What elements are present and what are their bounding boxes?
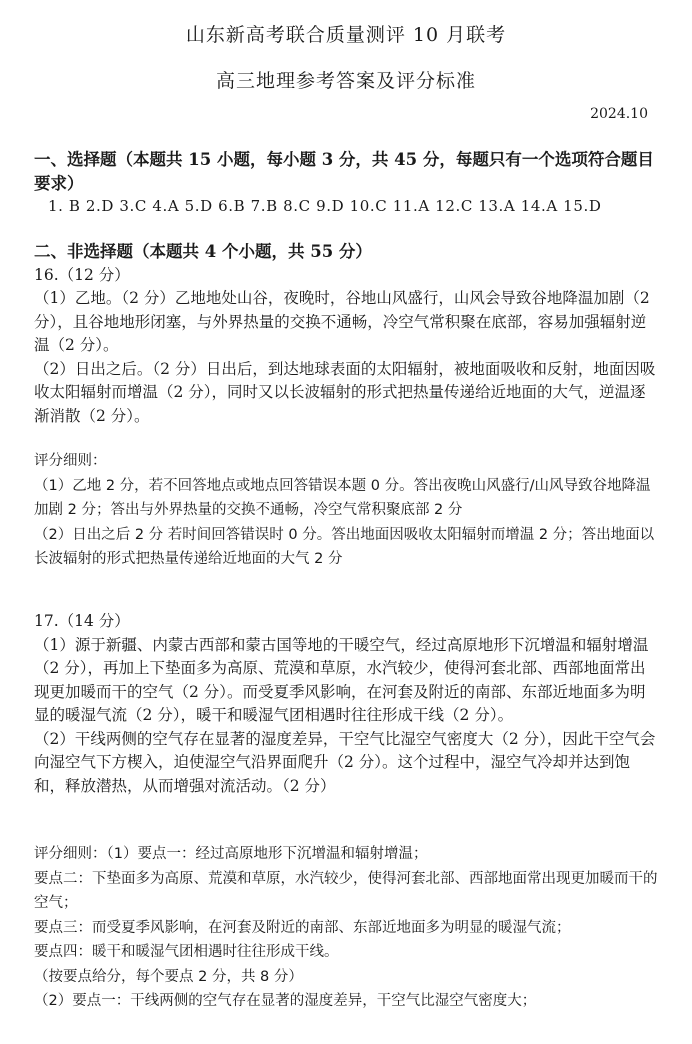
q17-rubric-line2: 要点二：下垫面多为高原、荒漠和草原，水汽较少，使得河套北部、西部地面常出现更加暖而干的空气； [34, 870, 658, 911]
section-free-response [34, 240, 660, 428]
q16-rubric-part1: （1）乙地 2 分，若不回答地点或地点回答错误本题 0 分。答出夜晚山风盛行/山风导致谷地降温加剧 2 分；答出与外界热量的交换不通畅，冷空气常积聚底部 2 分 [34, 477, 651, 518]
choice-answers: 1. B 2.D 3.C 4.A 5.D 6.B 7.B 8.C 9.D 10.C 11.A 12.C 13.A 14.A 15.D [48, 197, 602, 215]
q17-label: 17.（14 分） [34, 612, 130, 630]
q16-rubric-part2: （2）日出之后 2 分 若时间回答错误时 0 分。答出地面因吸收太阳辐射而增温 2 分；答出地面以长波辐射的形式把热量传递给近地面的大气 2 分 [34, 526, 655, 567]
q17-rubric [34, 842, 660, 1014]
q16-rubric-title: 评分细则： [34, 453, 107, 469]
q16-answer-part1: （1）乙地。（2 分）乙地地处山谷，夜晚时，谷地山风盛行，山风会导致谷地降温加剧（2 分），且谷地地形闭塞，与外界热量的交换不通畅，冷空气常积聚在底部，容易加强辐射逆温（2 分）。 [34, 289, 650, 354]
document-date: 2024.10 [590, 106, 648, 122]
section2-heading: 二、非选择题（本题共 4 个小题，共 55 分） [34, 242, 372, 261]
q16-rubric [34, 449, 660, 572]
q17-rubric-line6: （2）要点一：干线两侧的空气存在显著的湿度差异，干空气比湿空气密度大； [34, 993, 537, 1009]
q17-rubric-line3: 要点三：而受夏季风影响，在河套及附近的南部、东部近地面多为明显的暖湿气流； [34, 919, 571, 936]
document-subtitle: 高三地理参考答案及评分标准 [215, 70, 476, 92]
q17-rubric-line1: 评分细则：（1）要点一：经过高原地形下沉增温和辐射增温； [34, 846, 428, 862]
section-multiple-choice [34, 148, 660, 219]
q17-rubric-line5: （按要点给分，每个要点 2 分，共 8 分） [34, 968, 303, 985]
q16-label: 16.（12 分） [34, 265, 130, 284]
section1-heading: 一、选择题（本题共 15 小题，每小题 3 分，共 45 分，每题只有一个选项符合题目要求） [34, 150, 654, 193]
document-title: 山东新高考联合质量测评 10 月联考 [185, 24, 507, 46]
q17-answer-part2: （2）干线两侧的空气存在显著的湿度差异，干空气比湿空气密度大（2 分），因此干空气会向湿空气下方楔入，迫使湿空气沿界面爬升（2 分）。这个过程中，湿空气冷却并达到饱和，释放潜热，从而增强对流活动。（2 分） [34, 729, 656, 795]
q17-answer-part1: （1）源于新疆、内蒙古西部和蒙古国等地的干暖空气，经过高原地形下沉增温和辐射增温（2 分），再加上下垫面多为高原、荒漠和草原，水汽较少，使得河套北部、西部地面常出现更加暖而干的空气（2 分）。而受夏季风影响，在河套及附近的南部、东部近地面多为明显的暖湿气流（2 分），暖干和暖湿气团相遇时往往形成干线（2 分）。 [34, 635, 649, 724]
q17-answer [34, 610, 660, 798]
q17-rubric-line4: 要点四：暖干和暖湿气团相遇时往往形成干线。 [34, 944, 339, 960]
q16-answer-part2: （2）日出之后。（2 分）日出后，到达地球表面的太阳辐射，被地面吸收和反射，地面因吸收太阳辐射而增温（2 分），同时又以长波辐射的形式把热量传递给近地面的大气，逆温逐渐消散（2 分）。 [34, 359, 656, 425]
